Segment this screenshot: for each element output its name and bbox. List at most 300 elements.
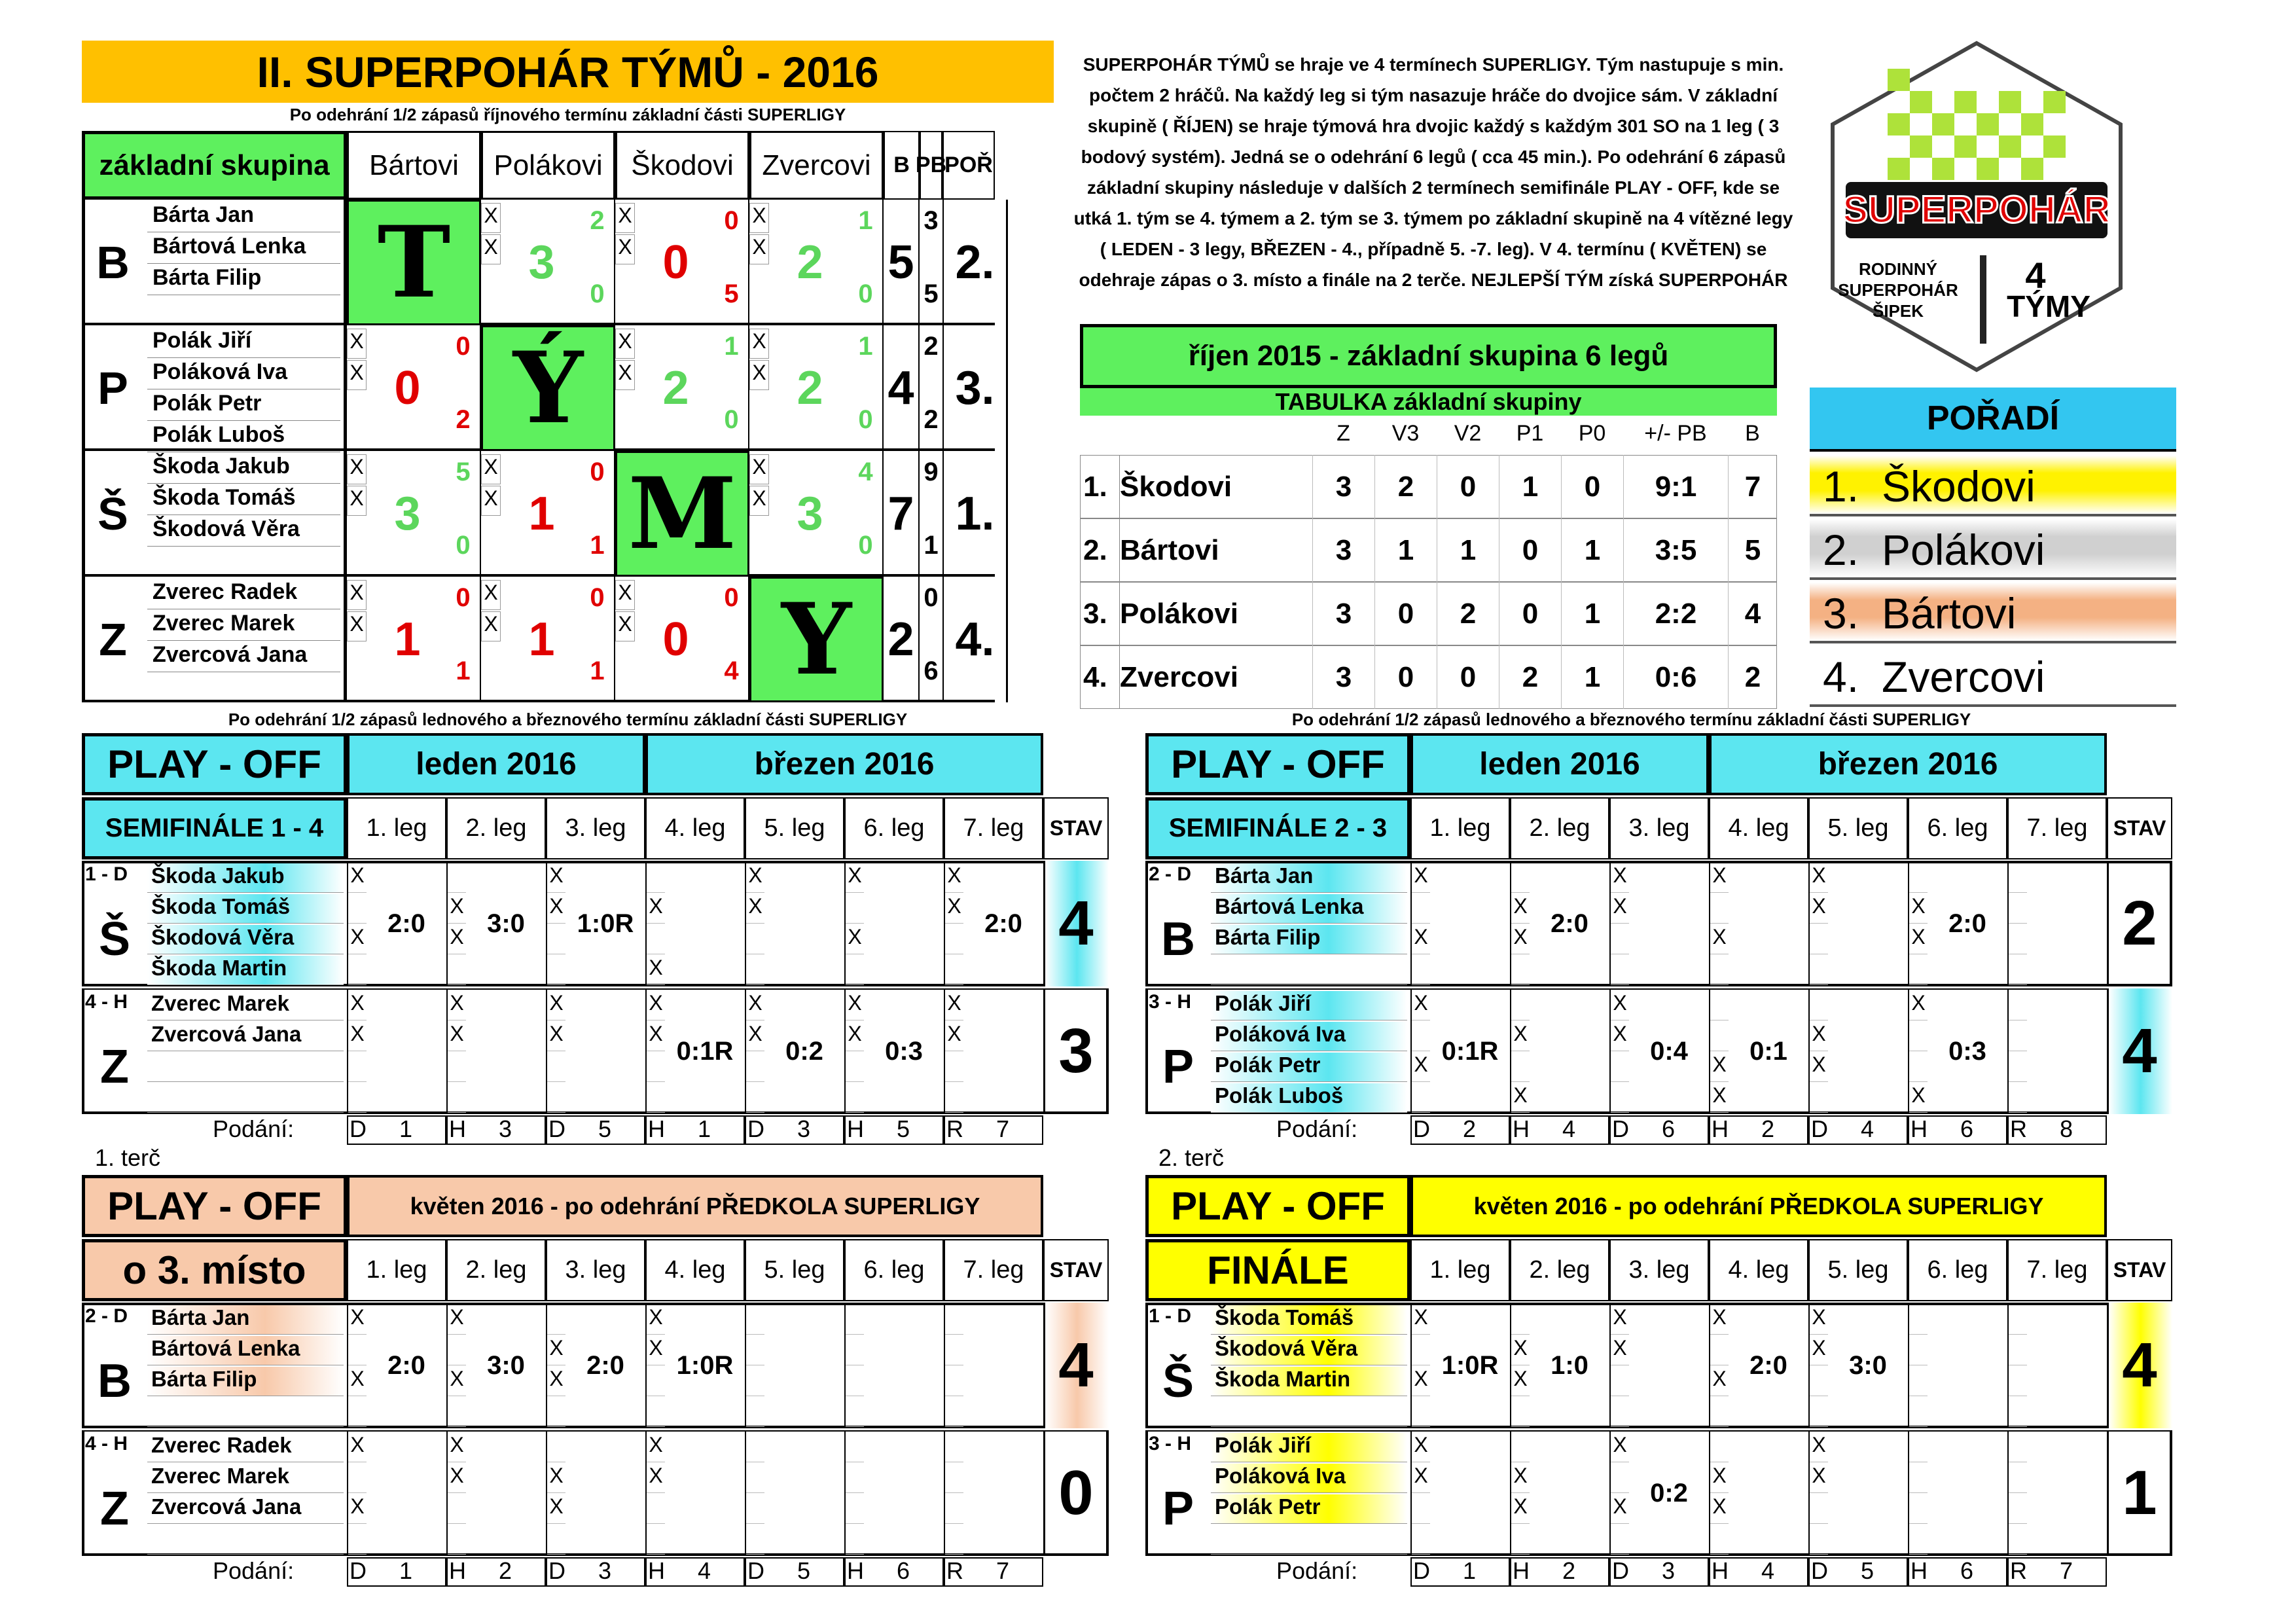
- podani-side: D: [1413, 1557, 1430, 1584]
- standings-col-header: P0: [1578, 421, 1606, 446]
- player-name: Zvercová Jana: [147, 1022, 344, 1051]
- leg-header: 6. leg: [1908, 1239, 2007, 1301]
- player-name: Bárta Jan: [147, 202, 340, 232]
- standings-value: 2: [1499, 645, 1561, 709]
- logo-check: [1932, 113, 1954, 135]
- leg-result: 3:0: [487, 1350, 525, 1380]
- player-selection-mark: [647, 925, 665, 954]
- player-selection-mark: [2009, 863, 2027, 893]
- player-selection-mark: [1511, 991, 1530, 1020]
- podani-order: 5: [896, 1115, 910, 1142]
- player-selection-mark: [945, 1083, 963, 1113]
- team-letter: B: [1161, 913, 1195, 965]
- podani-side: H: [449, 1557, 466, 1584]
- player-name: Škoda Tomáš: [147, 894, 344, 924]
- rank: 3.: [942, 325, 1008, 451]
- leg-header: 1. leg: [1410, 1239, 1510, 1301]
- pb-against: 2: [924, 405, 939, 434]
- pb-against: 1: [924, 531, 939, 560]
- rank: 4.: [942, 577, 1008, 702]
- standings-value: 1: [1561, 518, 1623, 582]
- podani-order: 3: [598, 1557, 612, 1584]
- leg-result: 3:0: [1849, 1350, 1887, 1380]
- standings-value: 3: [1312, 645, 1374, 709]
- player-selection-mark: X: [547, 991, 565, 1020]
- player-selection-mark: [2009, 956, 2027, 985]
- x-mark: X: [615, 203, 635, 233]
- podani-order: 3: [797, 1115, 811, 1142]
- player-selection-mark: [746, 956, 764, 985]
- leg-header: 6. leg: [1908, 797, 2007, 859]
- series-score: 4: [1058, 1330, 1094, 1400]
- player-selection-mark: X: [1412, 1367, 1430, 1396]
- player-selection-mark: X: [1511, 894, 1530, 924]
- group-col-header: POŘ: [942, 131, 995, 200]
- player-selection-mark: [448, 1336, 466, 1365]
- logo-check: [1977, 113, 1999, 135]
- match-score: 2: [662, 362, 689, 414]
- x-mark: X: [347, 611, 367, 641]
- podani-order: 2: [1761, 1115, 1775, 1142]
- player-selection-mark: [945, 1305, 963, 1335]
- podani-side: H: [648, 1557, 665, 1584]
- logo-check: [1910, 91, 1932, 113]
- podani-side: D: [1811, 1115, 1828, 1142]
- player-selection-mark: [846, 894, 864, 924]
- pb-against: 5: [924, 280, 939, 308]
- team-letter: B: [98, 1355, 132, 1407]
- player-selection-mark: [1710, 894, 1729, 924]
- series-score: 4: [2122, 1016, 2157, 1086]
- seed: 4 - H: [85, 991, 128, 1013]
- player-selection-mark: X: [1909, 1083, 1928, 1113]
- player-selection-mark: [1810, 1525, 1828, 1555]
- stage-label: SEMIFINÁLE 1 - 4: [82, 797, 347, 859]
- subtitle-january-right: Po odehrání 1/2 zápasů lednového a březnového termínu základní části SUPERLIGY: [1291, 710, 1971, 729]
- legs-won: 0: [590, 583, 605, 612]
- player-selection-mark: X: [348, 1305, 367, 1335]
- legs-lost: 0: [858, 531, 873, 560]
- match-score: 1: [528, 488, 555, 540]
- points: 2: [884, 577, 920, 702]
- standings-team: Zvercovi: [1119, 645, 1309, 709]
- player-selection-mark: [746, 1464, 764, 1493]
- x-mark: X: [749, 329, 769, 359]
- podani-order: 1: [697, 1115, 711, 1142]
- player-name: Zverec Marek: [147, 991, 344, 1020]
- legs-lost: 1: [590, 531, 605, 560]
- player-name: Bártová Lenka: [147, 234, 340, 264]
- podani-side: H: [847, 1115, 864, 1142]
- legs-lost: 0: [724, 405, 739, 434]
- player-selection-mark: [448, 1398, 466, 1427]
- player-selection-mark: X: [1710, 1083, 1729, 1113]
- match-score: 3: [797, 488, 823, 540]
- svg-text:SUPERPOHÁR: SUPERPOHÁR: [1838, 280, 1958, 300]
- month-may: květen 2016 - po odehrání PŘEDKOLA SUPERLIGY: [1410, 1175, 2107, 1237]
- leg-header: 1. leg: [347, 797, 446, 859]
- legs-lost: 0: [456, 531, 471, 560]
- player-selection-mark: [1710, 1525, 1729, 1555]
- player-selection-mark: [1412, 1083, 1430, 1113]
- points: 7: [884, 451, 920, 577]
- leg-header: 3. leg: [1609, 1239, 1709, 1301]
- player-name: Polák Petr: [1211, 1494, 1407, 1524]
- player-selection-mark: X: [945, 1022, 963, 1051]
- player-selection-mark: [2009, 925, 2027, 954]
- player-selection-mark: X: [1611, 1305, 1629, 1335]
- player-selection-mark: X: [547, 1494, 565, 1524]
- player-name: Polák Luboš: [1211, 1083, 1407, 1113]
- player-selection-mark: [1909, 1053, 1928, 1082]
- player-name: Zverec Radek: [147, 1433, 344, 1462]
- player-selection-mark: [846, 1433, 864, 1462]
- standings-title: TABULKA základní skupiny: [1080, 388, 1777, 416]
- player-selection-mark: [348, 1053, 367, 1082]
- player-selection-mark: X: [1611, 1336, 1629, 1365]
- player-selection-mark: [846, 1305, 864, 1335]
- player-name: Polák Petr: [147, 391, 340, 421]
- player-selection-mark: X: [1511, 1022, 1530, 1051]
- legs-lost: 4: [724, 657, 739, 685]
- player-selection-mark: [1611, 1367, 1629, 1396]
- player-selection-mark: [348, 1083, 367, 1113]
- player-name: Bárta Filip: [147, 1367, 344, 1396]
- ranking-position: 3.: [1823, 588, 1859, 638]
- player-selection-mark: [1810, 1398, 1828, 1427]
- stav-header: STAV: [2107, 1239, 2172, 1301]
- seed: 3 - H: [1149, 991, 1192, 1013]
- player-selection-mark: X: [348, 1022, 367, 1051]
- logo-check: [1977, 158, 1999, 180]
- player-name: Zverec Marek: [147, 611, 340, 641]
- logo-check: [1910, 135, 1932, 158]
- podani-label: Podání:: [1276, 1557, 1358, 1584]
- player-selection-mark: [1611, 1464, 1629, 1493]
- legs-lost: 1: [456, 657, 471, 685]
- player-selection-mark: X: [448, 1367, 466, 1396]
- player-selection-mark: X: [1611, 991, 1629, 1020]
- player-selection-mark: [1810, 925, 1828, 954]
- player-selection-mark: X: [1909, 991, 1928, 1020]
- player-selection-mark: X: [547, 1336, 565, 1365]
- podani-side: H: [1910, 1557, 1928, 1584]
- info-text: SUPERPOHÁR TÝMŮ se hraje ve 4 termínech SUPERLIGY. Tým nastupuje s min. počtem 2 hráčů. Na každý leg si tým nasazuje hráče do dvojice sám. V základní skupině ( ŘÍJEN) se hraje týmová hra dvojic každý s každým 301 SO na 1 leg ( 3 bodový systém). Jedná se o odehrání 6 legů ( cca 45 min.). Po odehrání 6 zápasů základní skupiny následuje v dalších 2 termínech semifinále PLAY - OFF, kde se utká 1. tým se 4. týmem a 2. tým se 3. týmem po základní skupině na 4 vítězné legy ( LEDEN - 3 legy, BŘEZEN - 4., případně 5. -7. leg). V 4. termínu ( KVĚTEN) se odehraje zápas o 3. místo a finále na 2 terče. NEJLEPŠÍ TÝM získá SUPERPOHÁR: [1073, 54, 1793, 290]
- player-selection-mark: [1511, 1305, 1530, 1335]
- legs-won: 5: [456, 458, 471, 486]
- player-selection-mark: X: [1611, 894, 1629, 924]
- podani-order: 6: [1960, 1557, 1974, 1584]
- player-selection-mark: [746, 1433, 764, 1462]
- player-selection-mark: X: [1810, 1022, 1828, 1051]
- podani-side: H: [1513, 1557, 1530, 1584]
- player-name: [147, 1053, 344, 1082]
- stage-label: SEMIFINÁLE 2 - 3: [1145, 797, 1410, 859]
- ranking-team: Škodovi: [1882, 461, 2036, 511]
- seed: 2 - D: [85, 1305, 128, 1327]
- podani-order: 6: [1661, 1115, 1676, 1142]
- player-selection-mark: X: [1710, 1494, 1729, 1524]
- player-selection-mark: [846, 1464, 864, 1493]
- player-selection-mark: [448, 1525, 466, 1555]
- player-selection-mark: [945, 1525, 963, 1555]
- group-row-letter: Z: [82, 577, 141, 702]
- match-score: 2: [797, 236, 823, 289]
- player-selection-mark: X: [1611, 863, 1629, 893]
- podani-order: 1: [399, 1557, 413, 1584]
- x-mark: X: [347, 454, 367, 484]
- month-may: květen 2016 - po odehrání PŘEDKOLA SUPERLIGY: [347, 1175, 1043, 1237]
- legs-won: 0: [456, 332, 471, 361]
- player-name: Škodová Věra: [1211, 1336, 1407, 1365]
- player-selection-mark: X: [547, 863, 565, 893]
- leg-result: 2:0: [1948, 909, 1986, 938]
- match-score: 2: [797, 362, 823, 414]
- leg-result: 0:1R: [1441, 1036, 1499, 1066]
- podani-order: 4: [697, 1557, 711, 1584]
- x-mark: X: [481, 486, 501, 516]
- legs-won: 0: [724, 206, 739, 235]
- ranking-team: Bártovi: [1882, 588, 2017, 638]
- standings-value: 2: [1437, 582, 1499, 645]
- player-selection-mark: [1810, 1083, 1828, 1113]
- ranking-position: 1.: [1823, 461, 1859, 511]
- standings-rank: 2.: [1083, 533, 1107, 566]
- group-team-header: Polákovi: [481, 131, 615, 200]
- player-selection-mark: X: [945, 991, 963, 1020]
- leg-header: 3. leg: [546, 797, 645, 859]
- group-stage-table: [82, 131, 1054, 707]
- month-january: leden 2016: [1410, 733, 1709, 795]
- logo-check: [2043, 91, 2066, 113]
- standings-col-header: B: [1745, 421, 1760, 446]
- player-selection-mark: [1909, 1367, 1928, 1396]
- player-selection-mark: [945, 1398, 963, 1427]
- player-name: Polák Jiří: [147, 328, 340, 358]
- player-selection-mark: X: [846, 991, 864, 1020]
- player-selection-mark: [1710, 1433, 1729, 1462]
- player-selection-mark: [647, 1053, 665, 1082]
- subtitle-october: Po odehrání 1/2 zápasů říjnového termínu základní části SUPERLIGY: [289, 105, 846, 124]
- player-selection-mark: [1909, 1305, 1928, 1335]
- podani-order: 5: [797, 1557, 811, 1584]
- player-name: Škodová Věra: [147, 516, 340, 547]
- player-selection-mark: X: [746, 991, 764, 1020]
- logo-check: [2043, 135, 2066, 158]
- player-selection-mark: [348, 1525, 367, 1555]
- points: 5: [884, 200, 920, 325]
- diagonal-letter: Ý: [512, 331, 584, 446]
- player-selection-mark: [2009, 1494, 2027, 1524]
- x-mark: X: [749, 360, 769, 390]
- player-name: Škoda Martin: [1211, 1367, 1407, 1396]
- player-selection-mark: X: [1810, 1336, 1828, 1365]
- player-selection-mark: [2009, 1398, 2027, 1427]
- ranking-position: 4.: [1823, 652, 1859, 701]
- legs-won: 1: [858, 332, 873, 361]
- border: [82, 200, 85, 702]
- player-selection-mark: [2009, 1336, 2027, 1365]
- legs-won: 1: [858, 206, 873, 235]
- leg-header: 1. leg: [347, 1239, 446, 1301]
- svg-text:ŠIPEK: ŠIPEK: [1872, 301, 1924, 321]
- final-match: [1145, 1175, 2183, 1594]
- leg-header: 7. leg: [2007, 797, 2107, 859]
- player-selection-mark: [2009, 1367, 2027, 1396]
- player-name: Škoda Tomáš: [1211, 1305, 1407, 1335]
- player-selection-mark: X: [547, 1464, 565, 1493]
- standings-value: 0: [1437, 645, 1499, 709]
- leg-result: 2:0: [984, 909, 1022, 938]
- player-selection-mark: X: [448, 925, 466, 954]
- player-selection-mark: [2009, 1305, 2027, 1335]
- player-selection-mark: [746, 1083, 764, 1113]
- player-name: Poláková Iva: [1211, 1464, 1407, 1493]
- podani-order: 1: [399, 1115, 413, 1142]
- x-mark: X: [749, 234, 769, 264]
- player-selection-mark: [846, 1494, 864, 1524]
- podani-order: 2: [498, 1557, 512, 1584]
- podani-side: D: [747, 1115, 764, 1142]
- seed: 1 - D: [85, 863, 128, 885]
- player-selection-mark: [945, 956, 963, 985]
- player-selection-mark: [1909, 1022, 1928, 1051]
- x-mark: X: [481, 203, 501, 233]
- player-selection-mark: [647, 1083, 665, 1113]
- leg-header: 5. leg: [745, 797, 844, 859]
- podani-side: R: [946, 1115, 963, 1142]
- leg-result: 0:1R: [676, 1036, 734, 1066]
- podani-order: 1: [1462, 1557, 1477, 1584]
- player-selection-mark: [746, 1494, 764, 1524]
- pb-for: 9: [924, 458, 939, 486]
- player-selection-mark: X: [746, 863, 764, 893]
- player-selection-mark: [746, 1398, 764, 1427]
- match-score: 0: [394, 362, 421, 414]
- player-selection-mark: [2009, 1525, 2027, 1555]
- svg-text:4: 4: [2025, 255, 2046, 296]
- player-selection-mark: [1909, 1398, 1928, 1427]
- player-name: Poláková Iva: [147, 359, 340, 389]
- player-selection-mark: [2009, 1083, 2027, 1113]
- player-selection-mark: X: [1611, 1022, 1629, 1051]
- leg-header: 2. leg: [446, 797, 546, 859]
- player-selection-mark: X: [547, 894, 565, 924]
- player-selection-mark: X: [1810, 1464, 1828, 1493]
- player-selection-mark: [2009, 894, 2027, 924]
- match-score: 3: [394, 488, 421, 540]
- player-selection-mark: X: [1710, 1053, 1729, 1082]
- standings-value: 0: [1499, 518, 1561, 582]
- stav-header: STAV: [1043, 797, 1109, 859]
- leg-header: 7. leg: [944, 797, 1043, 859]
- player-name: Škoda Jakub: [147, 863, 344, 893]
- group-col-header: B: [884, 131, 920, 200]
- group-team-header: Zvercovi: [749, 131, 884, 200]
- playoff-label: PLAY - OFF: [82, 733, 347, 795]
- standings-team: Polákovi: [1119, 582, 1309, 645]
- standings-value: 0: [1374, 582, 1437, 645]
- player-selection-mark: X: [448, 1022, 466, 1051]
- leg-result: 2:0: [387, 909, 425, 938]
- player-selection-mark: [746, 1305, 764, 1335]
- player-name: Bárta Filip: [147, 265, 340, 295]
- player-selection-mark: [448, 1494, 466, 1524]
- player-selection-mark: X: [547, 1022, 565, 1051]
- x-mark: X: [749, 203, 769, 233]
- x-mark: X: [481, 234, 501, 264]
- standings-col-header: V2: [1454, 421, 1482, 446]
- month-january: leden 2016: [347, 733, 645, 795]
- player-selection-mark: [547, 1305, 565, 1335]
- player-selection-mark: [1710, 956, 1729, 985]
- third-place-match: [82, 1175, 1119, 1594]
- player-selection-mark: [1511, 1053, 1530, 1082]
- standings-value: 3: [1312, 518, 1374, 582]
- player-selection-mark: [846, 1367, 864, 1396]
- player-selection-mark: [1710, 1336, 1729, 1365]
- player-name: Zverec Radek: [147, 579, 340, 609]
- standings-value: 1: [1561, 582, 1623, 645]
- podani-order: 3: [1661, 1557, 1676, 1584]
- player-selection-mark: [1412, 1398, 1430, 1427]
- player-selection-mark: X: [746, 1022, 764, 1051]
- standings-col-header: Z: [1336, 421, 1350, 446]
- player-selection-mark: [1412, 894, 1430, 924]
- standings-value: 3: [1312, 455, 1374, 518]
- x-mark: X: [615, 234, 635, 264]
- match-score: 0: [662, 613, 689, 666]
- stav-header: STAV: [1043, 1239, 1109, 1301]
- player-selection-mark: X: [1412, 991, 1430, 1020]
- player-name: Bártová Lenka: [147, 1336, 344, 1365]
- leg-result: 0:4: [1650, 1036, 1688, 1066]
- standings-team: Bártovi: [1119, 518, 1309, 582]
- podani-order: 2: [1462, 1115, 1477, 1142]
- team-letter: Z: [100, 1041, 129, 1093]
- leg-result: 1:0R: [1441, 1350, 1499, 1380]
- seed: 2 - D: [1149, 863, 1192, 885]
- player-name: [1211, 1398, 1407, 1427]
- svg-text:TÝMY: TÝMY: [2007, 289, 2090, 323]
- podani-side: H: [1910, 1115, 1928, 1142]
- leg-result: 0:2: [785, 1036, 823, 1066]
- podani-side: R: [2010, 1557, 2027, 1584]
- player-selection-mark: X: [647, 894, 665, 924]
- standings-table: [1080, 419, 1777, 707]
- standings-value: 0:6: [1623, 645, 1728, 709]
- leg-result: 2:0: [1749, 1350, 1787, 1380]
- logo-check: [1954, 91, 1977, 113]
- player-selection-mark: [348, 1464, 367, 1493]
- podani-side: H: [1712, 1557, 1729, 1584]
- player-selection-mark: X: [448, 894, 466, 924]
- player-selection-mark: X: [448, 1464, 466, 1493]
- podani-side: D: [747, 1557, 764, 1584]
- player-selection-mark: [547, 1398, 565, 1427]
- player-selection-mark: [547, 1053, 565, 1082]
- player-selection-mark: [1909, 956, 1928, 985]
- team-letter: Š: [98, 913, 131, 965]
- podani-order: 6: [1960, 1115, 1974, 1142]
- podani-order: 5: [598, 1115, 612, 1142]
- legs-won: 0: [590, 458, 605, 486]
- podani-side: D: [350, 1115, 367, 1142]
- player-selection-mark: [647, 863, 665, 893]
- player-selection-mark: X: [1412, 1433, 1430, 1462]
- player-selection-mark: [1810, 1367, 1828, 1396]
- player-name: Poláková Iva: [1211, 1022, 1407, 1051]
